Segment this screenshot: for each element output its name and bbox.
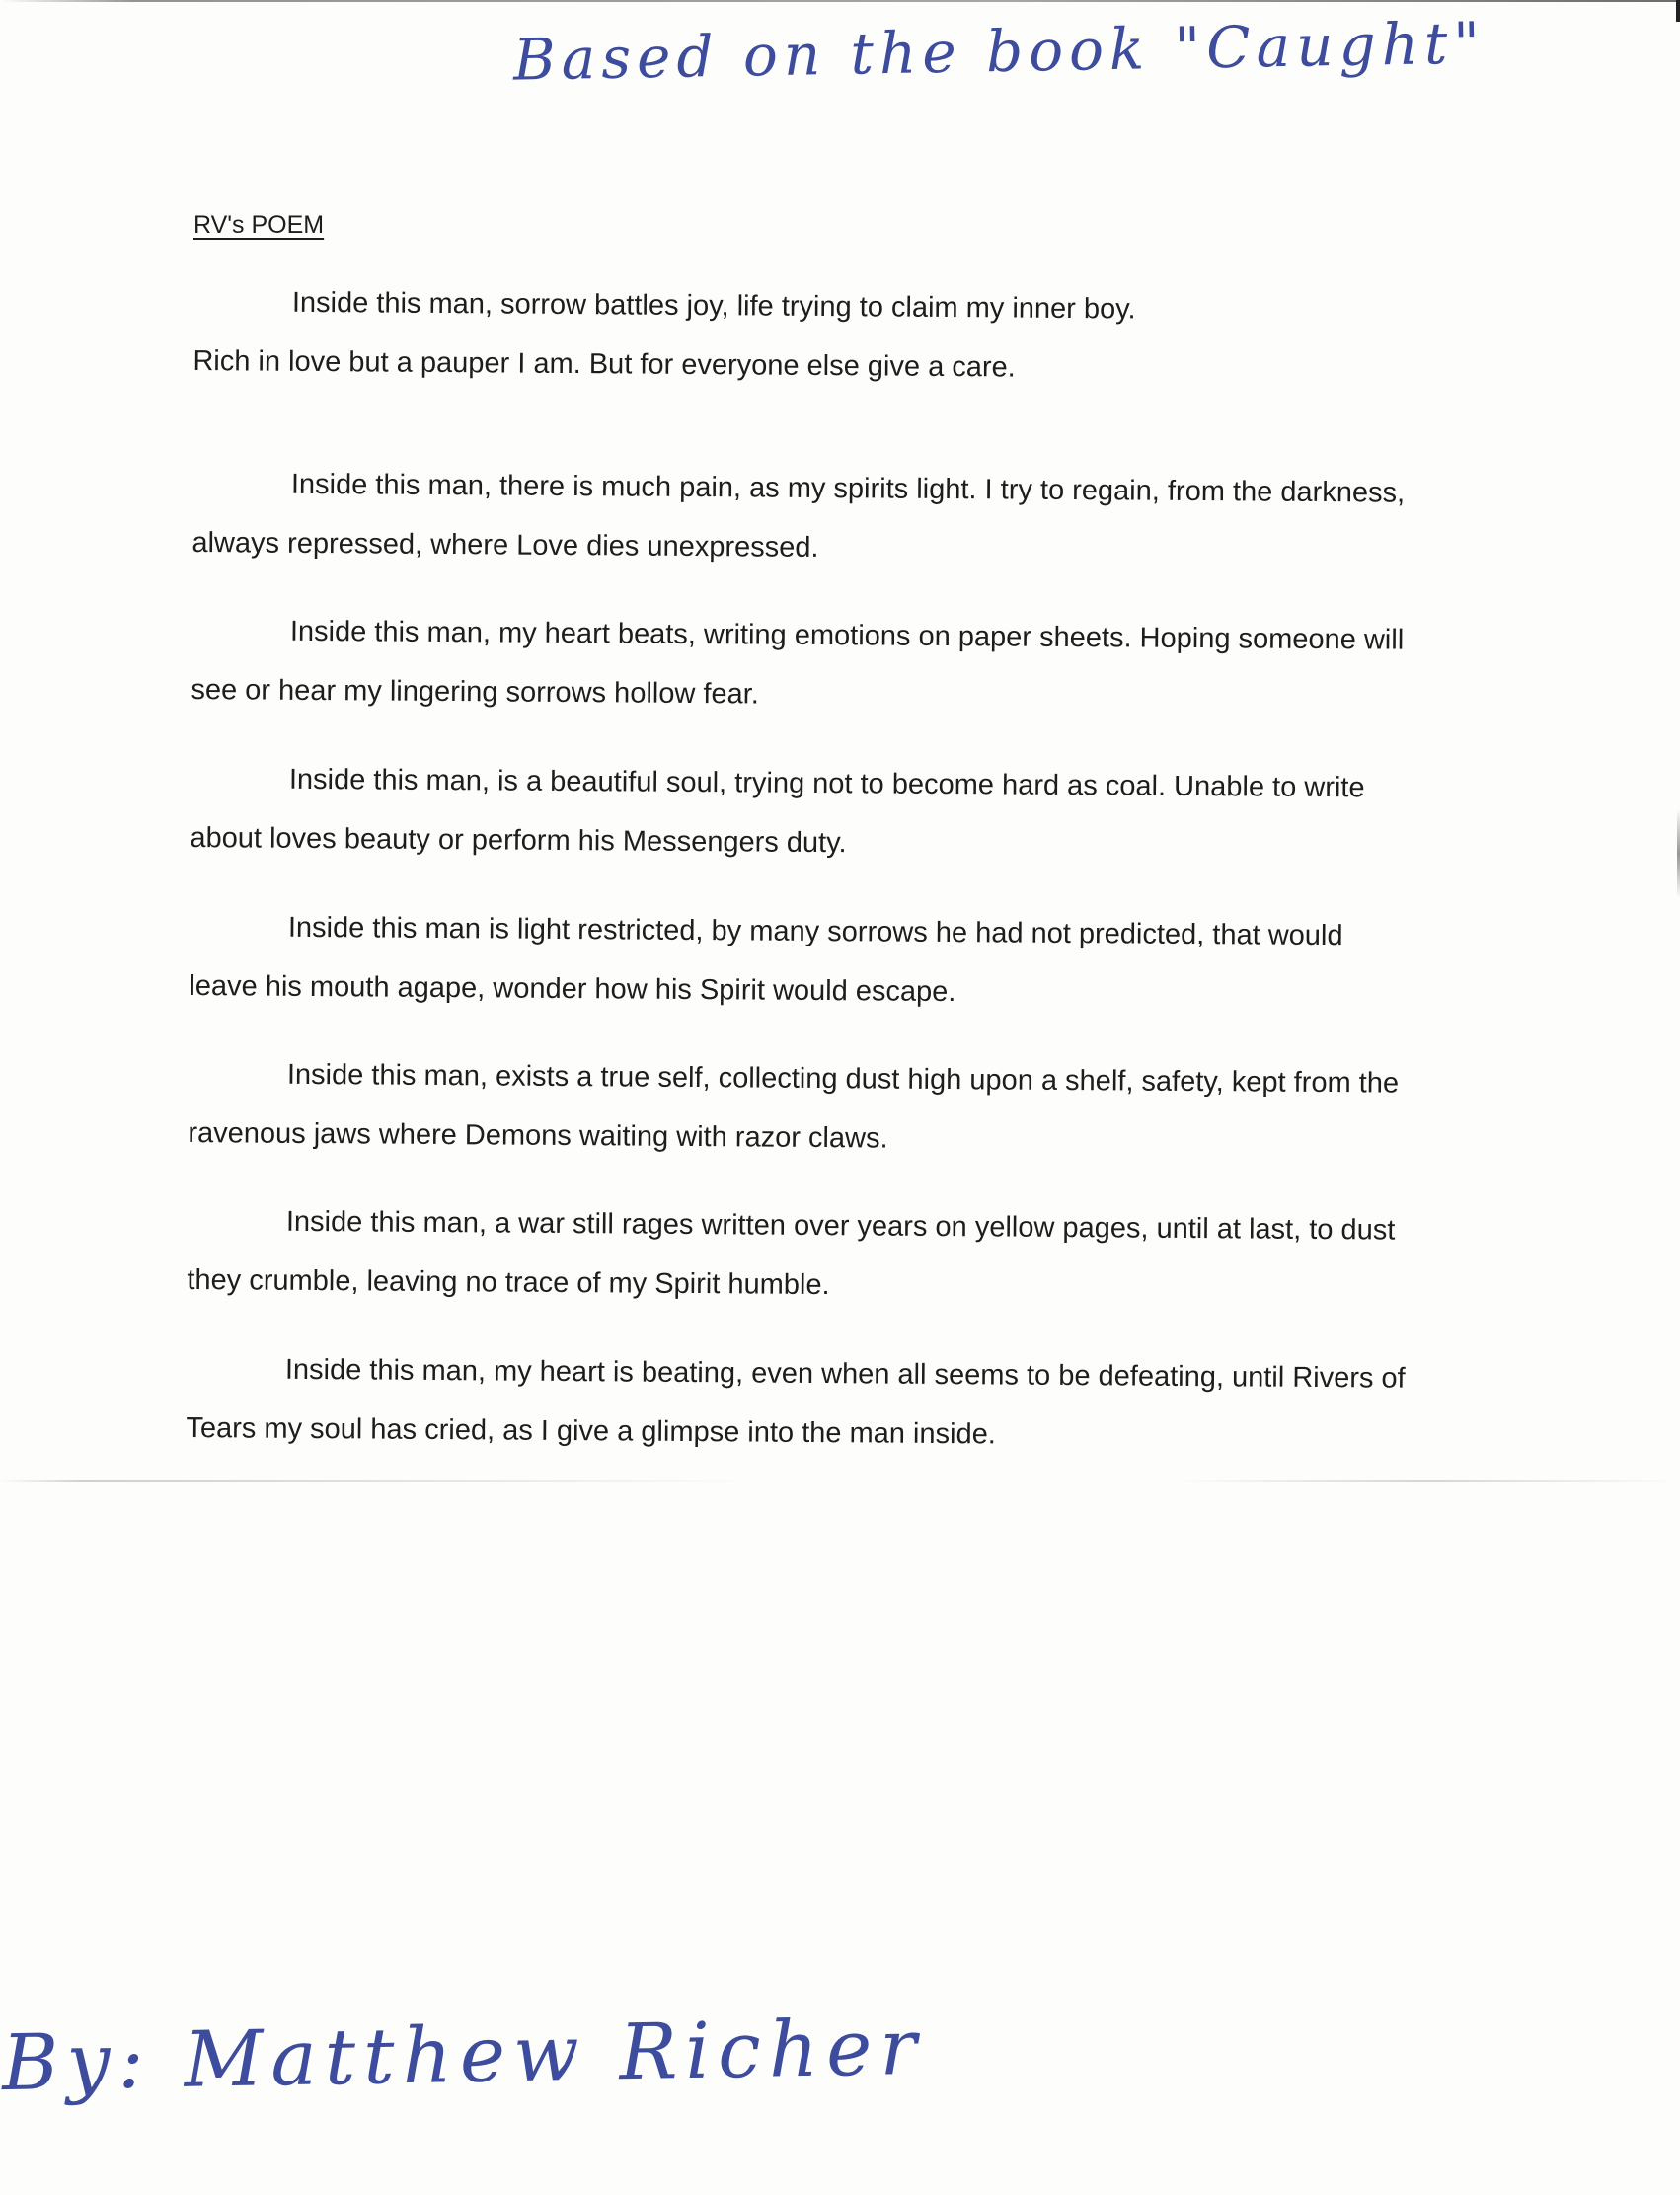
stanza-line: Inside this man, my heart is beating, even when all seems to be defeating, until Rivers of — [284, 1353, 1406, 1395]
handwritten-byline: By: Matthew Richer — [1, 2003, 926, 2109]
stanza-line: Tears my soul has cried, as I give a glimpse into the man inside. — [186, 1411, 996, 1451]
scan-edge-top — [0, 0, 1680, 2]
stanza-line: always repressed, where Love dies unexpressed. — [191, 526, 819, 564]
stanza-line: Inside this man, exists a true self, collecting dust high upon a shelf, safety, kept from the — [286, 1058, 1400, 1099]
scan-fold-line — [0, 1480, 1680, 1482]
stanza-line: Inside this man, is a beautiful soul, trying not to become hard as coal. Unable to write — [288, 763, 1365, 804]
stanza-line: ravenous jaws where Demons waiting with razor claws. — [188, 1116, 888, 1155]
stanza-line: Inside this man, a war still rages written over years on yellow pages, until at last, to dust — [285, 1205, 1396, 1247]
scan-corner-mark — [1676, 0, 1680, 22]
stanza-line: Rich in love but a pauper I am. But for everyone else give a care. — [192, 344, 1016, 384]
poem-title: RV's POEM — [193, 211, 325, 239]
stanza-line: leave his mouth agape, wonder how his Spirit would escape. — [189, 969, 956, 1009]
stanza-line: Inside this man is light restricted, by many sorrows he had not predicted, that would — [287, 911, 1343, 952]
stanza-line: about loves beauty or perform his Messengers duty. — [190, 821, 847, 860]
stanza-line: Inside this man, my heart beats, writing emotions on paper sheets. Hoping someone will — [289, 615, 1405, 656]
stanza-line: Inside this man, there is much pain, as my spirits light. I try to regain, from the darkness, — [290, 468, 1406, 509]
stanza-line: see or hear my lingering sorrows hollow fear. — [191, 673, 759, 711]
stanza-line: Inside this man, sorrow battles joy, life trying to claim my inner boy. — [291, 286, 1136, 326]
handwritten-header: Based on the book "Caught" — [512, 9, 1487, 94]
stanza-line: they crumble, leaving no trace of my Spirit humble. — [187, 1263, 830, 1302]
